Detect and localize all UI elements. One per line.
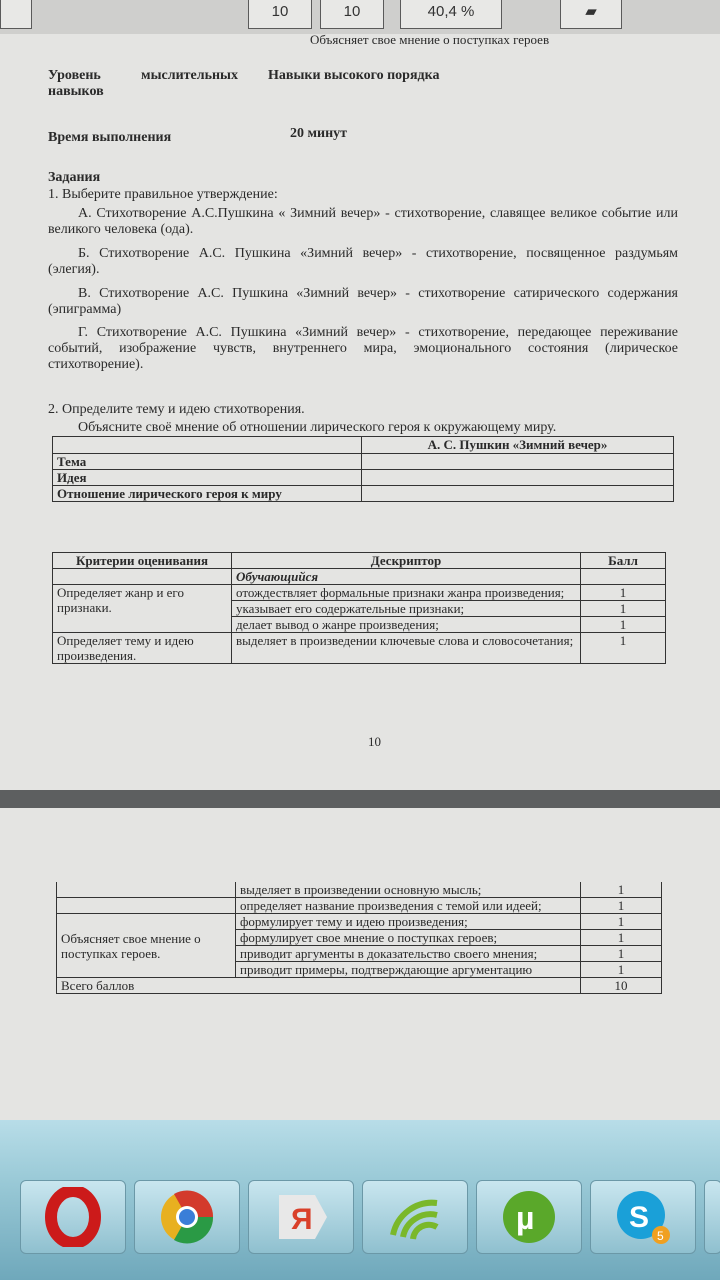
total-score: 10: [581, 978, 662, 994]
taskbar-utorrent[interactable]: [476, 1180, 582, 1254]
level-label: Уровень мыслительных навыков: [48, 68, 238, 99]
descriptor-subheader: Обучающийся: [232, 569, 581, 585]
tool-icon: ▰: [585, 3, 597, 20]
utorrent-icon: [499, 1187, 559, 1247]
descriptor: формулирует свое мнение о поступках героев;: [236, 930, 581, 946]
descriptor: приводит примеры, подтверждающие аргументацию: [236, 962, 581, 978]
taskbar-opera[interactable]: [20, 1180, 126, 1254]
level-value: Навыки высокого порядка: [268, 68, 440, 83]
question-text: Объясните своё мнение об отношении лирического героя к окружающему миру.: [78, 420, 557, 435]
criterion: Определяет тему и идею произведения.: [53, 633, 232, 664]
descriptor: выделяет в произведении ключевые слова и словосочетания;: [232, 633, 581, 664]
answer-option: Б. Стихотворение А.С. Пушкина «Зимний вечер» - стихотворение, посвященное раздумьям (элегия).: [48, 246, 678, 277]
toolbar-cell[interactable]: 10: [248, 0, 312, 29]
answer-option: В. Стихотворение А.С. Пушкина «Зимний вечер» - стихотворение сатирического содержания (эпиграмма): [48, 286, 678, 317]
taskbar-wifi[interactable]: [362, 1180, 468, 1254]
descriptor: указывает его содержательные признаки;: [232, 601, 581, 617]
descriptor-header: Дескриптор: [232, 553, 581, 569]
answer-cell[interactable]: [362, 470, 674, 486]
question-title: 2. Определите тему и идею стихотворения.: [48, 402, 305, 417]
question-title: 1. Выберите правильное утверждение:: [48, 187, 278, 202]
total-label: Всего баллов: [57, 978, 581, 994]
answer-row-label: Идея: [53, 470, 362, 486]
descriptor: определяет название произведения с темой или идеей;: [236, 898, 581, 914]
score: 1: [581, 930, 662, 946]
toolbar-cell[interactable]: [0, 0, 32, 29]
chrome-icon: [157, 1187, 217, 1247]
yandex-browser-icon: [271, 1187, 331, 1247]
answer-cell[interactable]: [362, 454, 674, 470]
wifi-manager-icon: [385, 1187, 445, 1247]
criteria-table-continued: [56, 882, 662, 994]
answer-row-label: Отношение лирического героя к миру: [53, 486, 362, 502]
answer-row-label: Тема: [53, 454, 362, 470]
score: 1: [581, 617, 666, 633]
task-heading: Задания: [48, 170, 101, 185]
zoom-level[interactable]: 40,4 %: [400, 0, 502, 29]
score: 1: [581, 946, 662, 962]
document-page: [0, 34, 720, 790]
time-label: Время выполнения: [48, 130, 172, 145]
svg-text:µ: µ: [516, 1200, 535, 1236]
score: 1: [581, 601, 666, 617]
score: 1: [581, 898, 662, 914]
taskbar-chrome[interactable]: [134, 1180, 240, 1254]
taskbar-yandex[interactable]: [248, 1180, 354, 1254]
skype-icon: [613, 1187, 673, 1247]
answer-option: Г. Стихотворение А.С. Пушкина «Зимний вечер» - стихотворение, передающее переживание событий, изображение чувств, внутреннего мира, эмоционального состояния (лирическое стихотворение).: [48, 325, 678, 372]
answer-option: А. Стихотворение А.С.Пушкина « Зимний вечер» - стихотворение, славящее великое событие или великого человека (ода).: [48, 206, 678, 237]
criteria-header: Критерии оценивания: [53, 553, 232, 569]
descriptor: формулирует тему и идею произведения;: [236, 914, 581, 930]
opera-icon: [43, 1187, 103, 1247]
score: 1: [581, 633, 666, 664]
taskbar-skype[interactable]: [590, 1180, 696, 1254]
svg-text:S: S: [629, 1201, 650, 1234]
svg-text:Я: Я: [291, 1203, 313, 1236]
toolbar-cell[interactable]: 10: [320, 0, 384, 29]
descriptor: выделяет в произведении основную мысль;: [236, 882, 581, 898]
page-number: 10: [368, 734, 381, 749]
score: 1: [581, 962, 662, 978]
descriptor: отождествляет формальные признаки жанра произведения;: [232, 585, 581, 601]
answer-cell[interactable]: [362, 486, 674, 502]
score-header: Балл: [581, 553, 666, 569]
document-page: [0, 808, 720, 1120]
score: 1: [581, 882, 662, 898]
cut-off-line: Объясняет свое мнение о поступках героев: [310, 32, 550, 47]
time-value: 20 минут: [290, 126, 348, 141]
criteria-table: [52, 552, 666, 664]
score: 1: [581, 585, 666, 601]
answer-table: [52, 436, 674, 502]
taskbar: [0, 1120, 720, 1280]
toolbar-button[interactable]: [560, 0, 622, 29]
descriptor: делает вывод о жанре произведения;: [232, 617, 581, 633]
answer-table-header: А. С. Пушкин «Зимний вечер»: [362, 437, 674, 454]
taskbar-app[interactable]: [704, 1180, 720, 1254]
criterion: Определяет жанр и его признаки.: [53, 585, 232, 633]
score: 1: [581, 914, 662, 930]
page-separator: [0, 790, 720, 808]
descriptor: приводит аргументы в доказательство своего мнения;: [236, 946, 581, 962]
criterion: Объясняет свое мнение о поступках героев.: [57, 914, 236, 978]
viewer-toolbar: [0, 0, 720, 34]
skype-badge: 5: [657, 1229, 664, 1243]
